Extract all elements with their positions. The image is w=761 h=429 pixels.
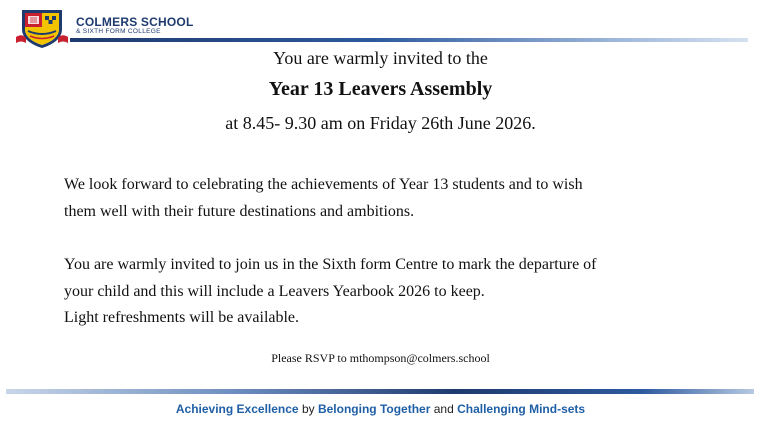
school-crest-icon (16, 7, 68, 49)
invitation-datetime: at 8.45- 9.30 am on Friday 26th June 2026. (225, 113, 536, 133)
paragraph-celebration (64, 172, 704, 225)
paragraph-line: Light refreshments will be available. (64, 309, 300, 326)
paragraph-line: your child and this will include a Leavers Yearbook 2026 to keep. (64, 282, 485, 300)
paragraph-line: You are warmly invited to join us in the Sixth form Centre to mark the departure of (64, 256, 597, 273)
school-subtitle: & SIXTH FORM COLLEGE (76, 28, 161, 35)
page-header (0, 0, 761, 48)
rsvp-note: Please RSVP to mthompson@colmers.school (271, 351, 490, 365)
school-name: COLMERS SCHOOL (76, 15, 194, 29)
motto-achieving: Achieving Excellence (175, 402, 299, 416)
paragraph-line: We look forward to celebrating the achievements of Year 13 students and to wish (64, 176, 583, 193)
motto-separator: and (430, 402, 458, 416)
header-divider (70, 38, 748, 42)
invitation-title: Year 13 Leavers Assembly (268, 78, 493, 100)
paragraph-invitation-details (64, 252, 704, 332)
motto-belonging: Belonging Together (317, 402, 431, 416)
motto-separator: by (298, 402, 318, 416)
paragraph-line: them well with their future destinations and ambitions. (64, 202, 415, 220)
footer-divider (6, 389, 754, 394)
invitation-intro: You are warmly invited to the (273, 48, 488, 68)
school-motto (0, 402, 761, 416)
motto-challenging: Challenging Mind-sets (457, 402, 586, 416)
